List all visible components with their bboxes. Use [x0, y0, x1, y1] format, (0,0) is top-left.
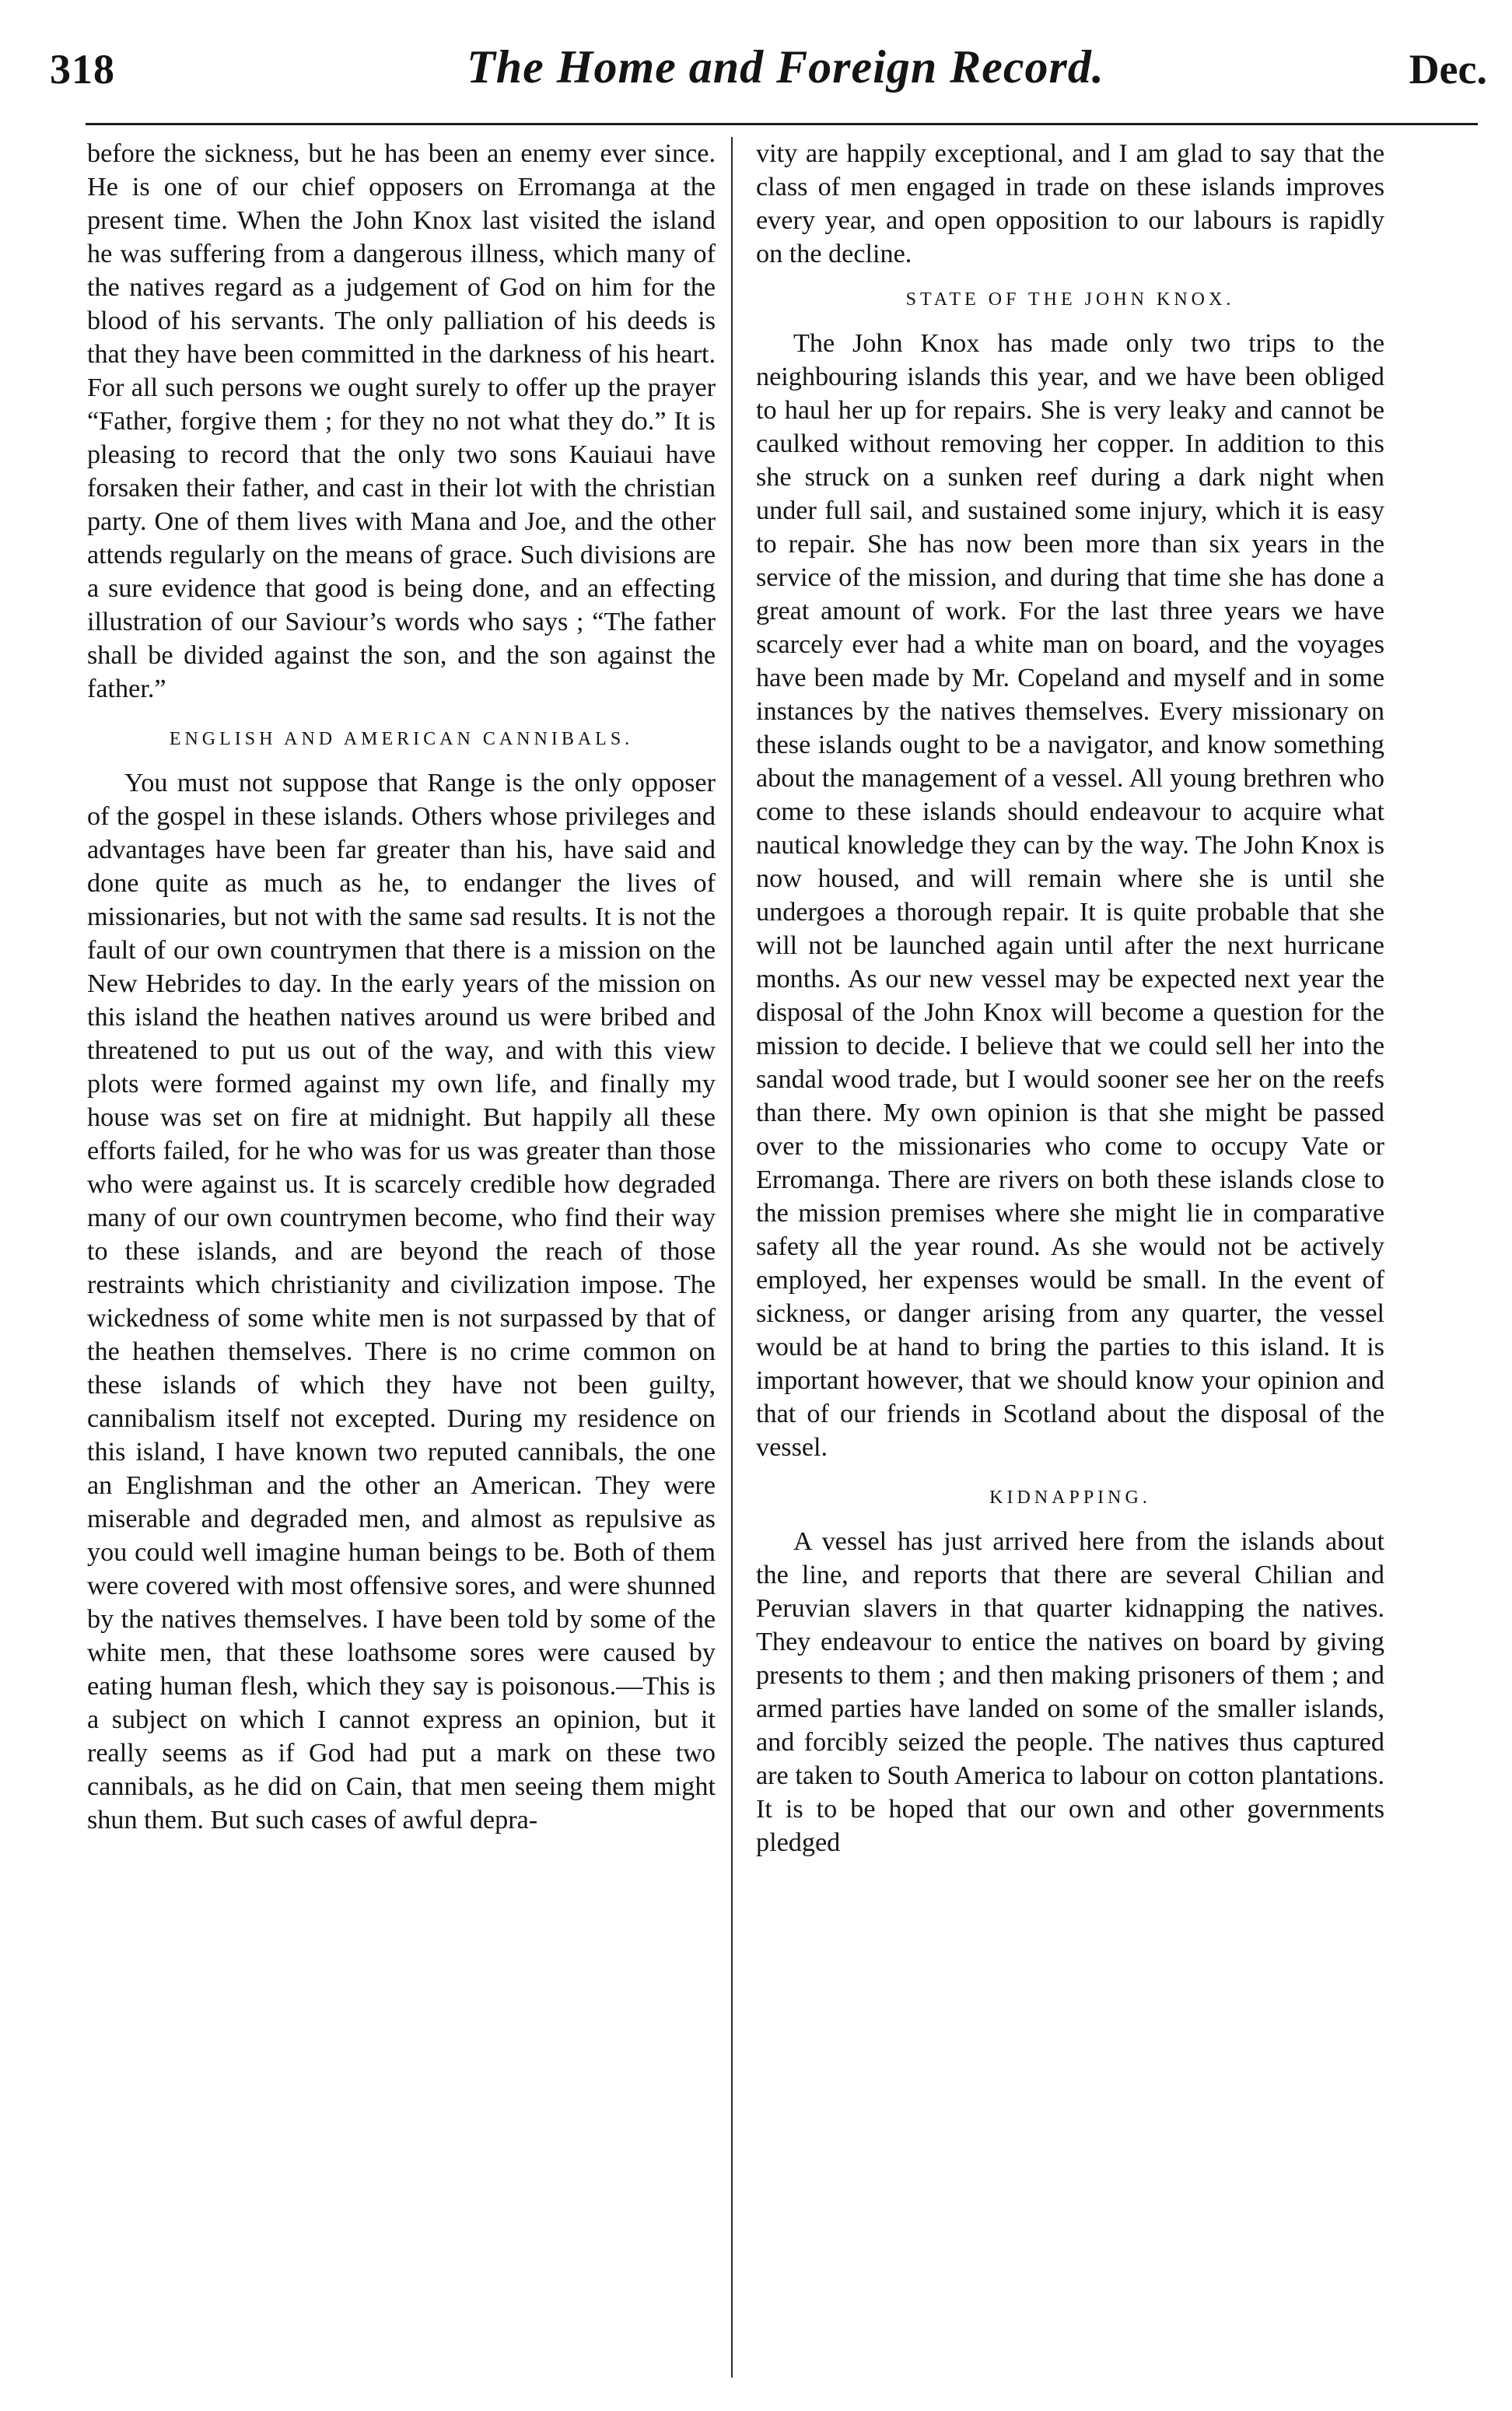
- paragraph: The John Knox has made only two trips to the neighbouring islands this year, and we have been obliged to haul her up for repairs. She is very leaky and cannot be caulked without removing her copper. In addition to this she struck on a sunken reef during a dark night when under full sail, and sustained some injury, which it is easy to repair. She has now been more than six years in the service of the mission, and during that time she has done a great amount of work. For the last three years we have scarcely ever had a white man on board, and the voyages have been made by Mr. Copeland and myself and in some instances by the natives themselves. Every missionary on these islands ought to be a navigator, and know something about the management of a vessel. All young brethren who come to these islands should endeavour to acquire what nautical knowledge they can by the way. The John Knox is now housed, and will remain where she is until she undergoes a thorough repair. It is quite probable that she will not be launched again until after the next hurricane months. As our new vessel may be expected next year the disposal of the John Knox will become a question for the mission to decide. I believe that we could sell her into the sandal wood trade, but I would sooner see her on the reefs than there. My own opinion is that she might be passed over to the missionaries who come to occupy Vate or Erromanga. There are rivers on both these islands close to the mission premises where she might lie in comparative safety all the year round. As she would not be actively employed, her expenses would be small. In the event of sickness, or danger arising from any quarter, the vessel would be at hand to bring the parties to this island. It is important however, that we should know your opinion and that of our friends in Scotland about the disposal of the vessel.: [756, 329, 1384, 1462]
- paragraph: vity are happily exceptional, and I am glad to say that the class of men engaged in trade on these islands improves every year, and open opposition to our labours is rapidly on the decline.: [756, 139, 1384, 268]
- paragraph: before the sickness, but he has been an enemy ever since. He is one of our chief opposers on Erromanga at the present time. When the John Knox last visited the island he was suffering from a dangerous illness, which many of the natives regard as a judgement of God on him for the blood of his servants. The only palliation of his deeds is that they have been committed in the darkness of his heart. For all such persons we ought surely to offer up the prayer “Father, forgive them ; for they no not what they do.” It is pleasing to record that the only two sons Kauiaui have forsaken their father, and cast in their lot with the christian party. One of them lives with Mana and Joe, and the other attends regularly on the means of grace. Such divisions are a sure evidence that good is being done, and an effecting illustration of our Saviour’s words who says ; “The father shall be divided against the son, and the son against the father.”: [87, 139, 716, 703]
- section-heading: STATE OF THE JOHN KNOX.: [905, 289, 1235, 310]
- column-divider: [731, 137, 733, 2378]
- section-heading: KIDNAPPING.: [989, 1488, 1151, 1508]
- paragraph: You must not suppose that Range is the only opposer of the gospel in these islands. Others whose privileges and advantages have been far greater than his, have said and done quite as much as he, to endanger the lives of missionaries, but not with the same sad results. It is not the fault of our own countrymen that there is a mission on the New Hebrides to day. In the early years of the mission on this island the heathen natives around us were bribed and threatened to put us out of the way, and with this view plots were formed against my own life, and finally my house was set on fire at midnight. But happily all these efforts failed, for he who was for us was greater than those who were against us. It is scarcely credible how degraded many of our own countrymen become, who find their way to these islands, and are beyond the reach of those restraints which christianity and civilization impose. The wickedness of some white men is not surpassed by that of the heathen themselves. There is no crime common on these islands of which they have not been guilty, cannibalism itself not excepted. During my residence on this island, I have known two reputed cannibals, the one an Englishman and the other an American. They were miserable and degraded men, and almost as repulsive as you could well imagine human beings to be. Both of them were covered with most offensive sores, and were shunned by the natives themselves. I have been told by some of the white men, that these loathsome sores were caused by eating human flesh, which they say is poisonous.—This is a subject on which I cannot express an opinion, but it really seems as if God had put a mark on these two cannibals, as he did on Cain, that men seeing them might shun them. But such cases of awful depra-: [87, 769, 716, 1835]
- header-rule: [86, 123, 1478, 125]
- right-column: [756, 137, 1384, 1859]
- issue-month: Dec.: [1409, 46, 1487, 93]
- left-column: [87, 137, 716, 1837]
- page-number: 318: [50, 46, 115, 93]
- paragraph: A vessel has just arrived here from the islands about the line, and reports that there are several Chilian and Peruvian slavers in that quarter kidnapping the natives. They endeavour to entice the natives on board by giving presents to them ; and then making prisoners of them ; and armed parties have landed on some of the smaller islands, and forcibly seized the people. The natives thus captured are taken to South America to labour on cotton plantations. It is to be hoped that our own and other governments pledged: [756, 1527, 1384, 1857]
- section-heading: ENGLISH AND AMERICAN CANNIBALS.: [169, 729, 634, 749]
- periodical-title: The Home and Foreign Record.: [467, 41, 1104, 93]
